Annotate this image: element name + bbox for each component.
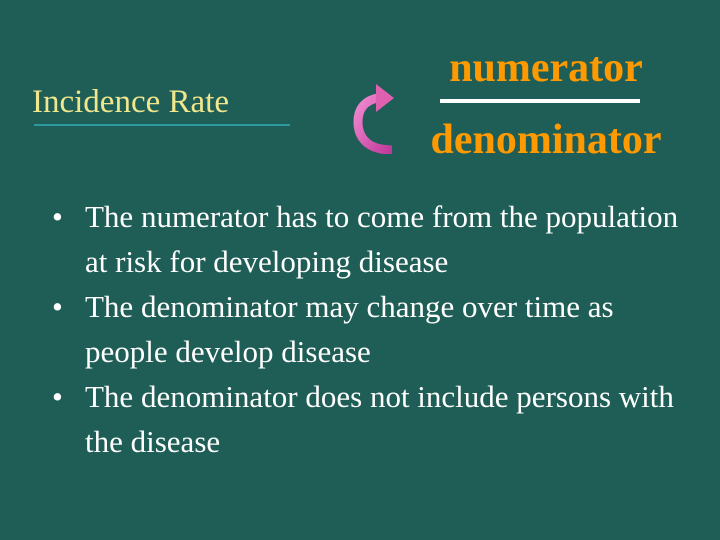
bullet-list — [50, 194, 690, 464]
bullet-marker: • — [52, 289, 63, 324]
fraction — [412, 44, 680, 164]
bullet-text: The numerator has to come from the population at risk for developing disease — [85, 199, 679, 279]
bullet-item — [50, 194, 690, 284]
curved-arrow-icon — [352, 80, 398, 154]
fraction-numerator: numerator — [449, 45, 643, 91]
bullet-marker: • — [52, 199, 63, 234]
bullet-item — [50, 374, 690, 464]
fraction-denominator: denominator — [430, 117, 662, 163]
bullet-marker: • — [52, 379, 63, 414]
bullet-item — [50, 284, 690, 374]
bullet-text: The denominator may change over time as people develop disease — [85, 289, 614, 369]
bullet-text: The denominator does not include persons with the disease — [85, 379, 674, 459]
slide-title: Incidence Rate — [32, 84, 229, 120]
fraction-bar — [440, 99, 640, 103]
title-underline — [34, 124, 290, 126]
